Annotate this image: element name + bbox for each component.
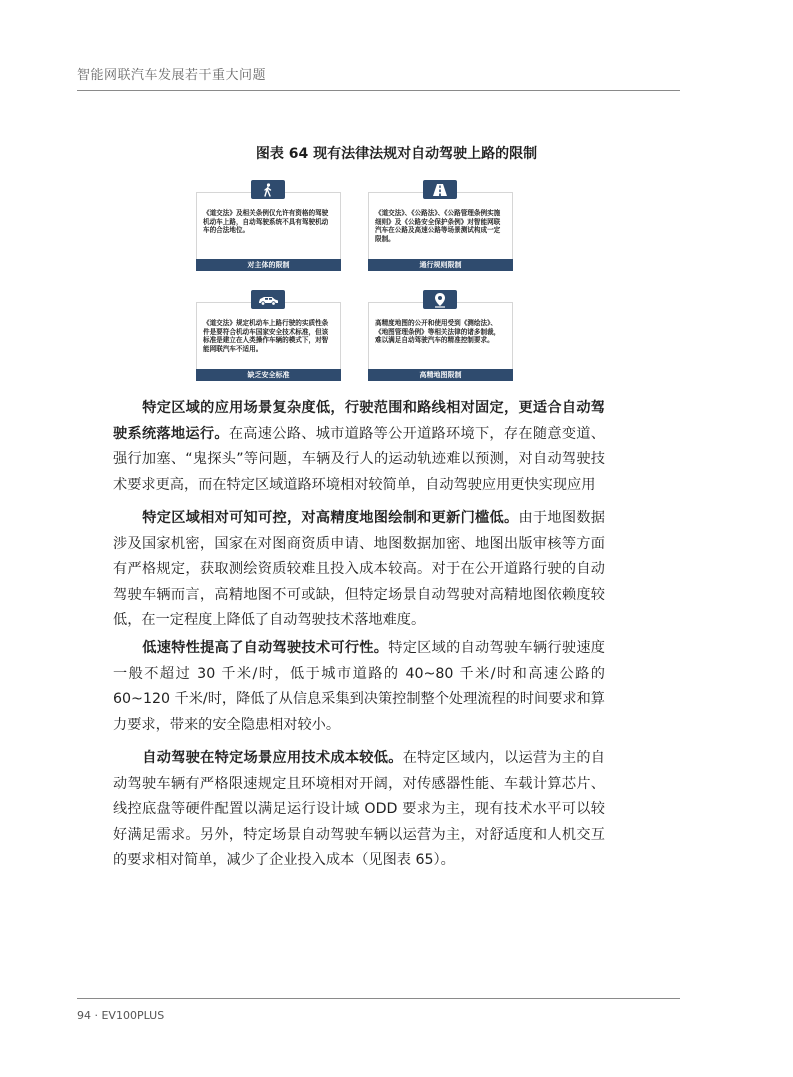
paragraph-text: 由于地图数据涉及国家机密，国家在对图商资质申请、地图数据加密、地图出版审核等方面有严格规定，获取测绘资质较难且投入成本较高。对于在公开道路行驶的自动驾驶车辆而言，高精地图不可或缺，但特定场景自动驾驶对高精地图依赖度较低，在一定程度上降低了自动驾驶技术落地难度。 (113, 510, 605, 628)
paragraph-lead: 特定区域相对可知可控，对高精度地图绘制和更新门槛低。 (142, 510, 519, 526)
header-divider (77, 90, 680, 91)
paragraph-text: 特定区域的自动驾驶车辆行驶速度一般不超过 30 千米/时，低于城市道路的 40~80 千米/时和高速公路的 60~120 千米/时，降低了从信息采集到决策控制整个处理流程的时间要求和算力要求，带来的安全隐患相对较小。 (113, 640, 605, 733)
panel-label: 高精地图限制 (368, 369, 513, 381)
paragraph-lead: 特定区域的应用场景复杂度低，行驶范围和路线相对固定，更适合自动驾驶系统落地运行。 (113, 400, 605, 442)
panel-card (196, 302, 341, 370)
panel-label: 缺乏安全标准 (196, 369, 341, 381)
panel-card (368, 192, 513, 260)
panel-text: 《道交法》及相关条例仅允许有资格的驾驶机动车上路，自动驾驶系统不具有驾驶机动车的合法地位。 (203, 209, 329, 235)
pedestrian-icon (251, 180, 285, 199)
map-pin-icon (423, 290, 457, 309)
paragraph-text: 在高速公路、城市道路等公开道路环境下，存在随意变道、强行加塞、“鬼探头”等问题，车辆及行人的运动轨迹难以预测，对自动驾驶技术要求更高，而在特定区域道路环境相对较简单，自动驾驶应用更快实现应用 (113, 425, 605, 493)
figure-diagram (196, 180, 516, 381)
paragraph-text: 在特定区域内，以运营为主的自动驾驶车辆有严格限速规定且环境相对开阔，对传感器性能、车载计算芯片、线控底盘等硬件配置以满足运行设计域 ODD 要求为主，现有技术水平可以较好满足需求。另外，特定场景自动驾驶车辆以运营为主，对舒适度和人机交互的要求相对简单，减少了企业投入成本（见图表 65）。 (113, 750, 605, 868)
body-paragraph (113, 506, 605, 634)
panel-text: 高精度地图的公开和使用受到《测绘法》、《地图管理条例》等相关法律的诸多制裁，难以满足自动驾驶汽车的精准控制要求。 (375, 319, 501, 345)
panel-card (196, 192, 341, 260)
panel-hd-map-restriction (368, 290, 513, 380)
page-footer: 94 · EV100PLUS (77, 1009, 165, 1022)
running-header: 智能网联汽车发展若干重大问题 (77, 68, 267, 83)
panel-traffic-rule-restriction (368, 180, 513, 270)
panel-label: 对主体的限制 (196, 259, 341, 271)
panel-text: 《道交法》规定机动车上路行驶的实质性条件是要符合机动车国家安全技术标准，但该标准是建立在人类操作车辆的模式下，对智能网联汽车不适用。 (203, 319, 329, 353)
panel-card (368, 302, 513, 370)
body-paragraph (113, 636, 605, 738)
car-icon (251, 290, 285, 309)
panel-text: 《道交法》、《公路法》、《公路管理条例实施细则》及《公路安全保护条例》对智能网联汽车在公路及高速公路等场景测试构成一定限制。 (375, 209, 501, 243)
body-paragraph (113, 396, 605, 498)
paragraph-lead: 低速特性提高了自动驾驶技术可行性。 (142, 640, 389, 656)
panel-safety-standard-gap (196, 290, 341, 380)
road-icon (423, 180, 457, 199)
figure-title: 图表 64 现有法律法规对自动驾驶上路的限制 (255, 146, 538, 162)
panel-label: 通行规则限制 (368, 259, 513, 271)
paragraph-lead: 自动驾驶在特定场景应用技术成本较低。 (142, 750, 403, 766)
panel-subject-restriction (196, 180, 341, 270)
footer-divider (77, 998, 680, 999)
body-paragraph (113, 746, 605, 874)
